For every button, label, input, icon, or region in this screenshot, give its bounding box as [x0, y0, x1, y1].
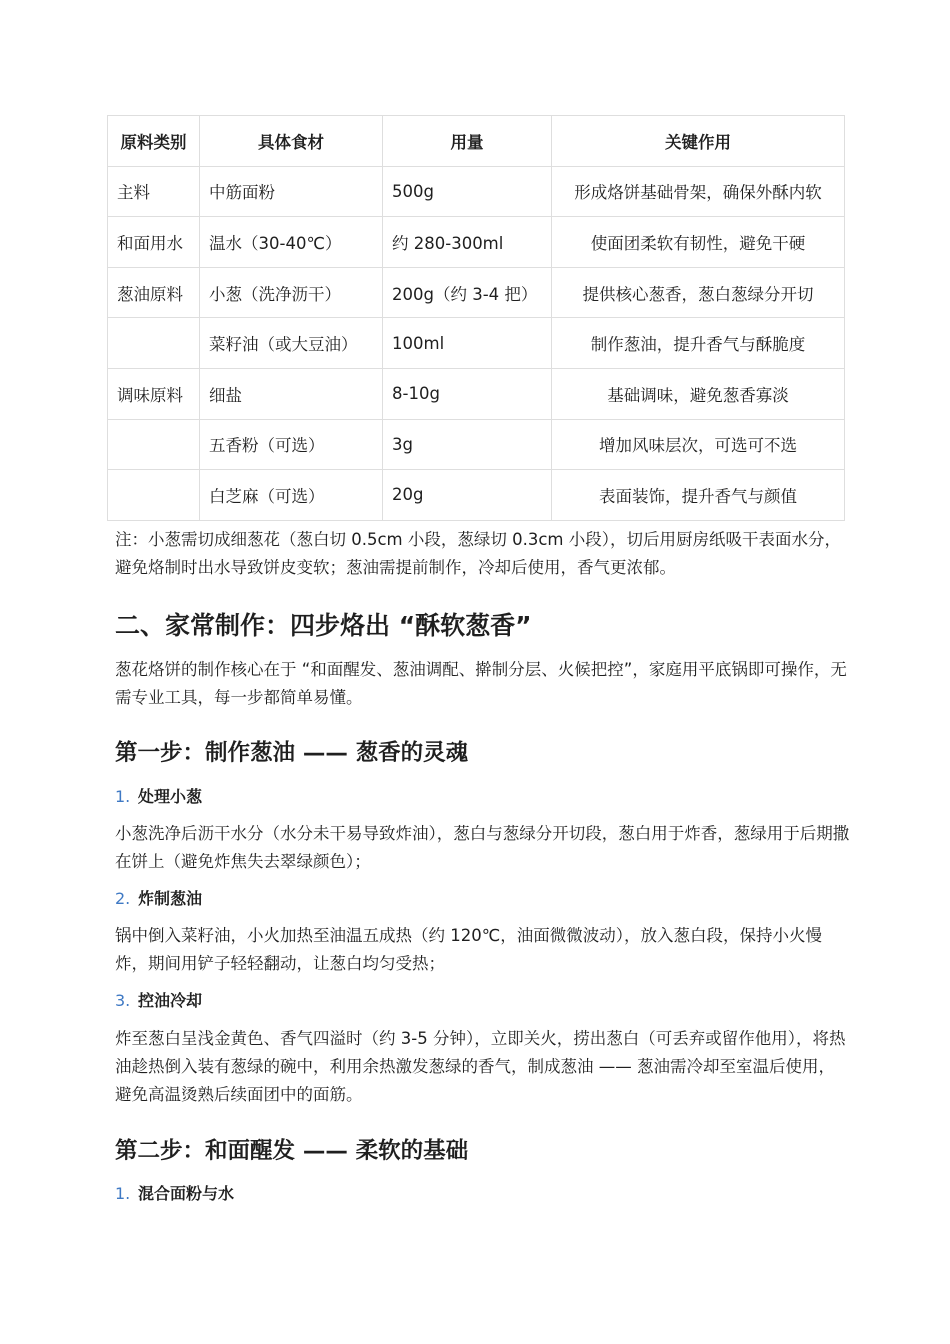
table-cell-ingredient: 白芝麻（可选）	[200, 470, 383, 521]
table-cell-category	[108, 470, 200, 521]
list-item	[115, 887, 202, 911]
table-cell-category: 和面用水	[108, 217, 200, 268]
table-cell-amount: 3g	[383, 419, 552, 470]
list-item-label: 炸制葱油	[138, 889, 203, 908]
table-cell-category	[108, 419, 200, 470]
table-header-cell: 用量	[383, 116, 552, 167]
table-cell-role: 形成烙饼基础骨架，确保外酥内软	[552, 166, 845, 217]
list-item	[115, 1182, 234, 1206]
table-row	[108, 217, 845, 268]
table-cell-ingredient: 中筋面粉	[200, 166, 383, 217]
list-number: 1.	[115, 1184, 131, 1203]
table-row	[108, 166, 845, 217]
section-intro: 葱花烙饼的制作核心在于 “和面醒发、葱油调配、擀制分层、火候把控”，家庭用平底锅即可操作，无需专业工具，每一步都简单易懂。	[115, 660, 847, 707]
list-item	[115, 989, 202, 1013]
table-cell-amount: 200g（约 3-4 把）	[383, 267, 552, 318]
table-header-cell: 关键作用	[552, 116, 845, 167]
table-cell-ingredient: 菜籽油（或大豆油）	[200, 318, 383, 369]
table-cell-role: 基础调味，避免葱香寡淡	[552, 368, 845, 419]
table-cell-ingredient: 五香粉（可选）	[200, 419, 383, 470]
table-cell-ingredient: 温水（30-40℃）	[200, 217, 383, 268]
table-cell-role: 制作葱油，提升香气与酥脆度	[552, 318, 845, 369]
table-cell-amount: 500g	[383, 166, 552, 217]
table-header-cell: 具体食材	[200, 116, 383, 167]
table-header-cell: 原料类别	[108, 116, 200, 167]
list-item-text: 锅中倒入菜籽油，小火加热至油温五成热（约 120℃，油面微微波动），放入葱白段，保持小火慢炸，期间用铲子轻轻翻动，让葱白均匀受热；	[115, 926, 823, 973]
table-cell-amount: 8-10g	[383, 368, 552, 419]
step2-heading: 第二步：和面醒发 —— 柔软的基础	[115, 1138, 469, 1164]
table-cell-ingredient: 小葱（洗净沥干）	[200, 267, 383, 318]
table-cell-amount: 约 280-300ml	[383, 217, 552, 268]
table-cell-role: 使面团柔软有韧性，避免干硬	[552, 217, 845, 268]
list-item-label: 控油冷却	[138, 991, 203, 1010]
step1-heading: 第一步：制作葱油 —— 葱香的灵魂	[115, 740, 469, 766]
table-cell-category	[108, 318, 200, 369]
table-row	[108, 368, 845, 419]
table-cell-category: 主料	[108, 166, 200, 217]
section-heading: 二、家常制作：四步烙出 “酥软葱香”	[115, 611, 532, 640]
list-item-text: 炸至葱白呈浅金黄色、香气四溢时（约 3-5 分钟），立即关火，捞出葱白（可丢弃或留作他用），将热油趁热倒入装有葱绿的碗中，利用余热激发葱绿的香气，制成葱油 —— 葱油需冷却至室温后使用，避免高温烫熟后续面团中的面筋。	[115, 1029, 846, 1104]
table-cell-category: 葱油原料	[108, 267, 200, 318]
table-cell-ingredient: 细盐	[200, 368, 383, 419]
list-number: 2.	[115, 889, 131, 908]
table-cell-role: 表面装饰，提升香气与颜值	[552, 470, 845, 521]
list-item-text: 小葱洗净后沥干水分（水分未干易导致炸油），葱白与葱绿分开切段，葱白用于炸香，葱绿用于后期撒在饼上（避免炸焦失去翠绿颜色）；	[115, 824, 850, 871]
table-header-row	[108, 116, 845, 167]
table-note: 注：小葱需切成细葱花（葱白切 0.5cm 小段，葱绿切 0.3cm 小段），切后用厨房纸吸干表面水分，避免烙制时出水导致饼皮变软；葱油需提前制作，冷却后使用，香气更浓郁。	[115, 530, 841, 577]
ingredients-table	[107, 115, 845, 521]
table-row	[108, 318, 845, 369]
table-row	[108, 470, 845, 521]
list-number: 1.	[115, 787, 131, 806]
list-item-label: 混合面粉与水	[138, 1184, 235, 1203]
table-cell-role: 提供核心葱香，葱白葱绿分开切	[552, 267, 845, 318]
table-cell-role: 增加风味层次，可选可不选	[552, 419, 845, 470]
list-item-label: 处理小葱	[138, 787, 203, 806]
table-cell-category: 调味原料	[108, 368, 200, 419]
table-cell-amount: 100ml	[383, 318, 552, 369]
table-cell-amount: 20g	[383, 470, 552, 521]
table-row	[108, 267, 845, 318]
list-item	[115, 785, 202, 809]
table-row	[108, 419, 845, 470]
list-number: 3.	[115, 991, 131, 1010]
